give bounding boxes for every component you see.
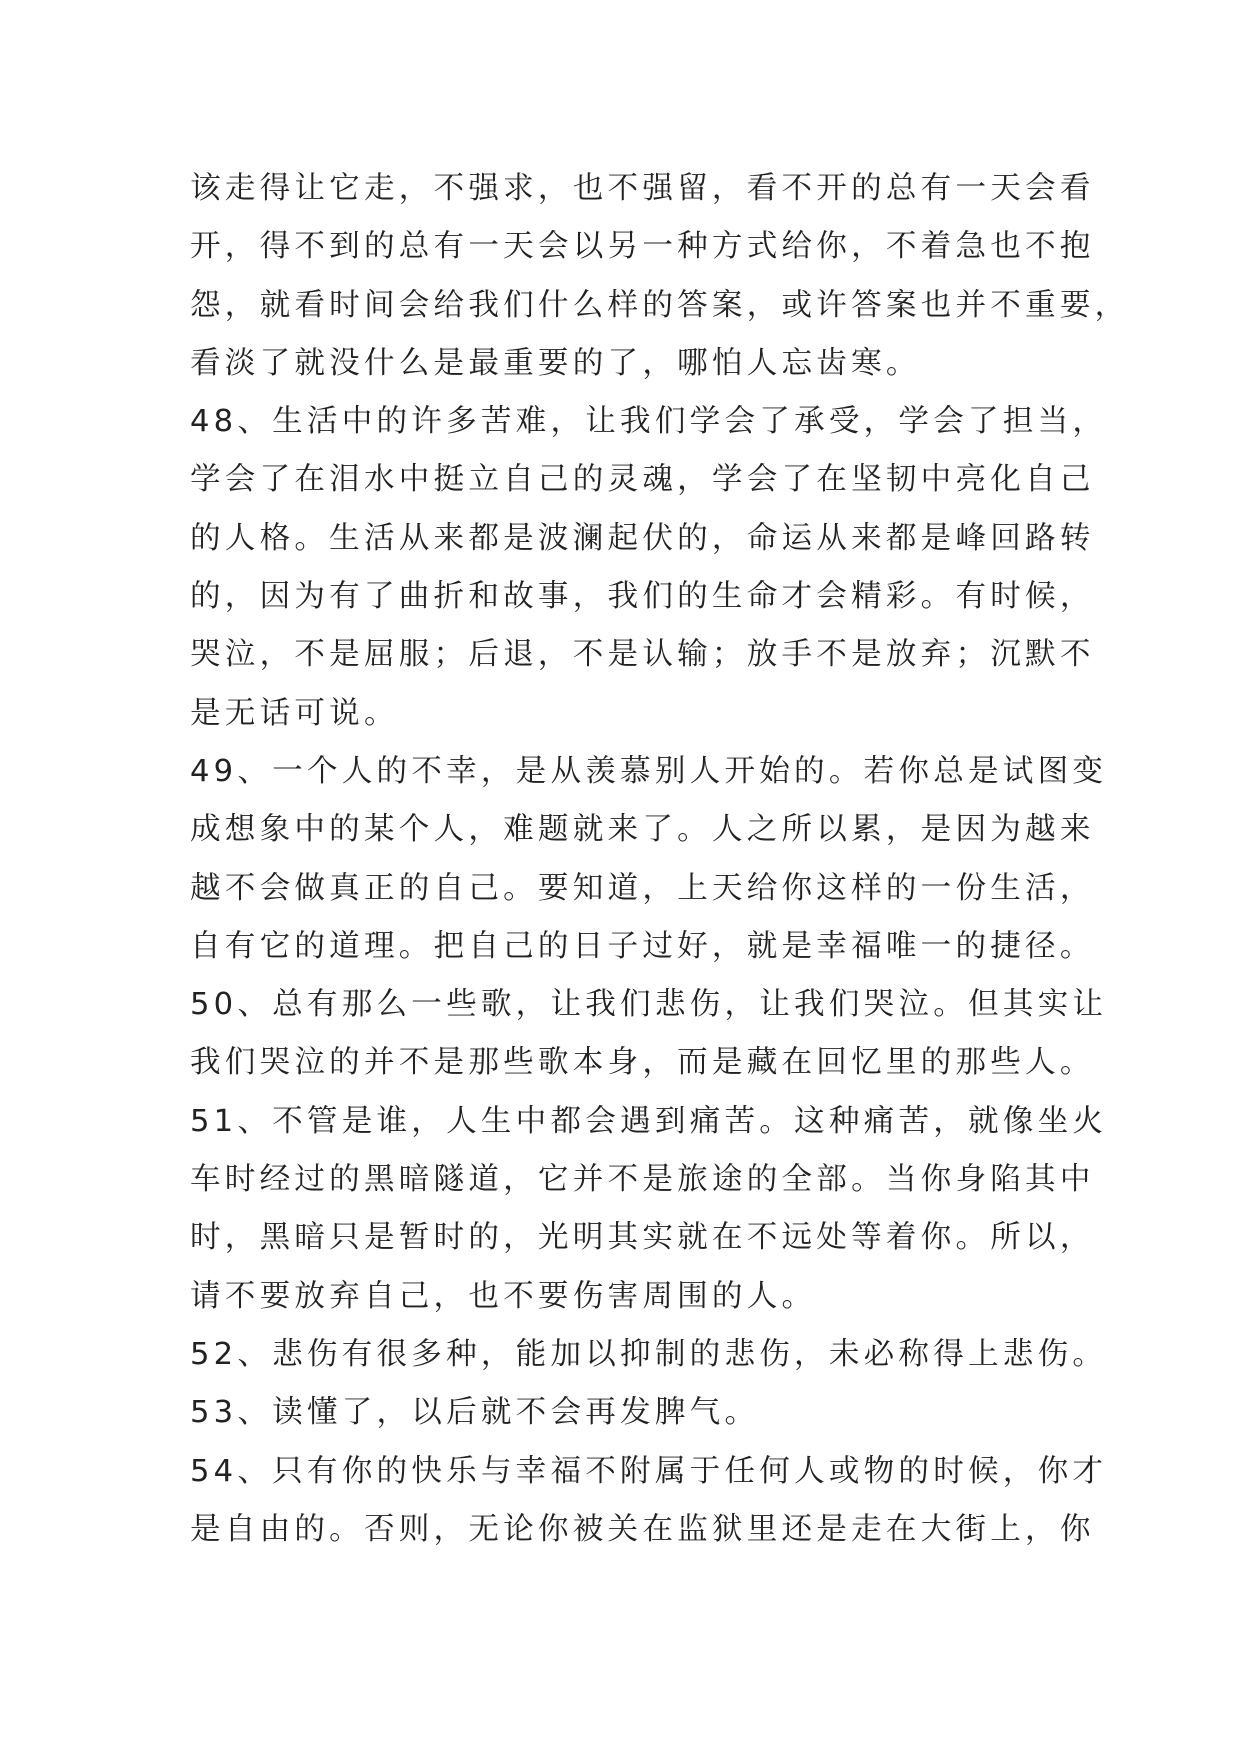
text-line: 是自由的。否则，无论你被关在监狱里还是走在大街上，你 xyxy=(190,1511,1095,1547)
text-line: 请不要放弃自己，也不要伤害周围的人。 xyxy=(190,1278,817,1314)
text-line: 车时经过的黑暗隧道，它并不是旅途的全部。当你身陷其中 xyxy=(190,1162,1095,1198)
text-line: 49、一个人的不幸，是从羡慕别人开始的。若你总是试图变 xyxy=(190,753,1108,789)
text-line: 学会了在泪水中挺立自己的灵魂，学会了在坚韧中亮化自己 xyxy=(190,462,1095,498)
text-line: 的人格。生活从来都是波澜起伏的，命运从来都是峰回路转 xyxy=(190,520,1095,556)
text-line: 52、悲伤有很多种，能加以抑制的悲伤，未必称得上悲伤。 xyxy=(190,1336,1108,1372)
text-line: 哭泣，不是屈服；后退，不是认输；放手不是放弃；沉默不 xyxy=(190,637,1095,673)
text-line: 看淡了就没什么是最重要的了，哪怕人忘齿寒。 xyxy=(190,345,921,381)
text-line: 的，因为有了曲折和故事，我们的生命才会精彩。有时候， xyxy=(190,579,1095,615)
text-line: 51、不管是谁，人生中都会遇到痛苦。这种痛苦，就像坐火 xyxy=(190,1103,1108,1139)
text-line: 53、读懂了，以后就不会再发脾气。 xyxy=(190,1395,760,1431)
text-line: 该走得让它走，不强求，也不强留，看不开的总有一天会看 xyxy=(190,171,1095,206)
text-line: 时，黑暗只是暂时的，光明其实就在不远处等着你。所以， xyxy=(190,1220,1095,1256)
text-line: 怨，就看时间会给我们什么样的答案，或许答案也并不重要， xyxy=(190,287,1130,323)
text-line: 开，得不到的总有一天会以另一种方式给你，不着急也不抱 xyxy=(190,229,1095,265)
text-line: 成想象中的某个人，难题就来了。人之所以累，是因为越来 xyxy=(190,812,1095,848)
text-line: 54、只有你的快乐与幸福不附属于任何人或物的时候，你才 xyxy=(190,1453,1108,1489)
text-line: 越不会做真正的自己。要知道，上天给你这样的一份生活， xyxy=(190,870,1095,906)
text-line: 是无话可说。 xyxy=(190,695,399,731)
text-line: 自有它的道理。把自己的日子过好，就是幸福唯一的捷径。 xyxy=(190,928,1095,964)
text-line: 我们哭泣的并不是那些歌本身，而是藏在回忆里的那些人。 xyxy=(190,1045,1095,1081)
text-line: 50、总有那么一些歌，让我们悲伤，让我们哭泣。但其实让 xyxy=(190,987,1108,1023)
text-line: 48、生活中的许多苦难，让我们学会了承受，学会了担当， xyxy=(190,404,1108,440)
body-text xyxy=(190,160,1130,1559)
